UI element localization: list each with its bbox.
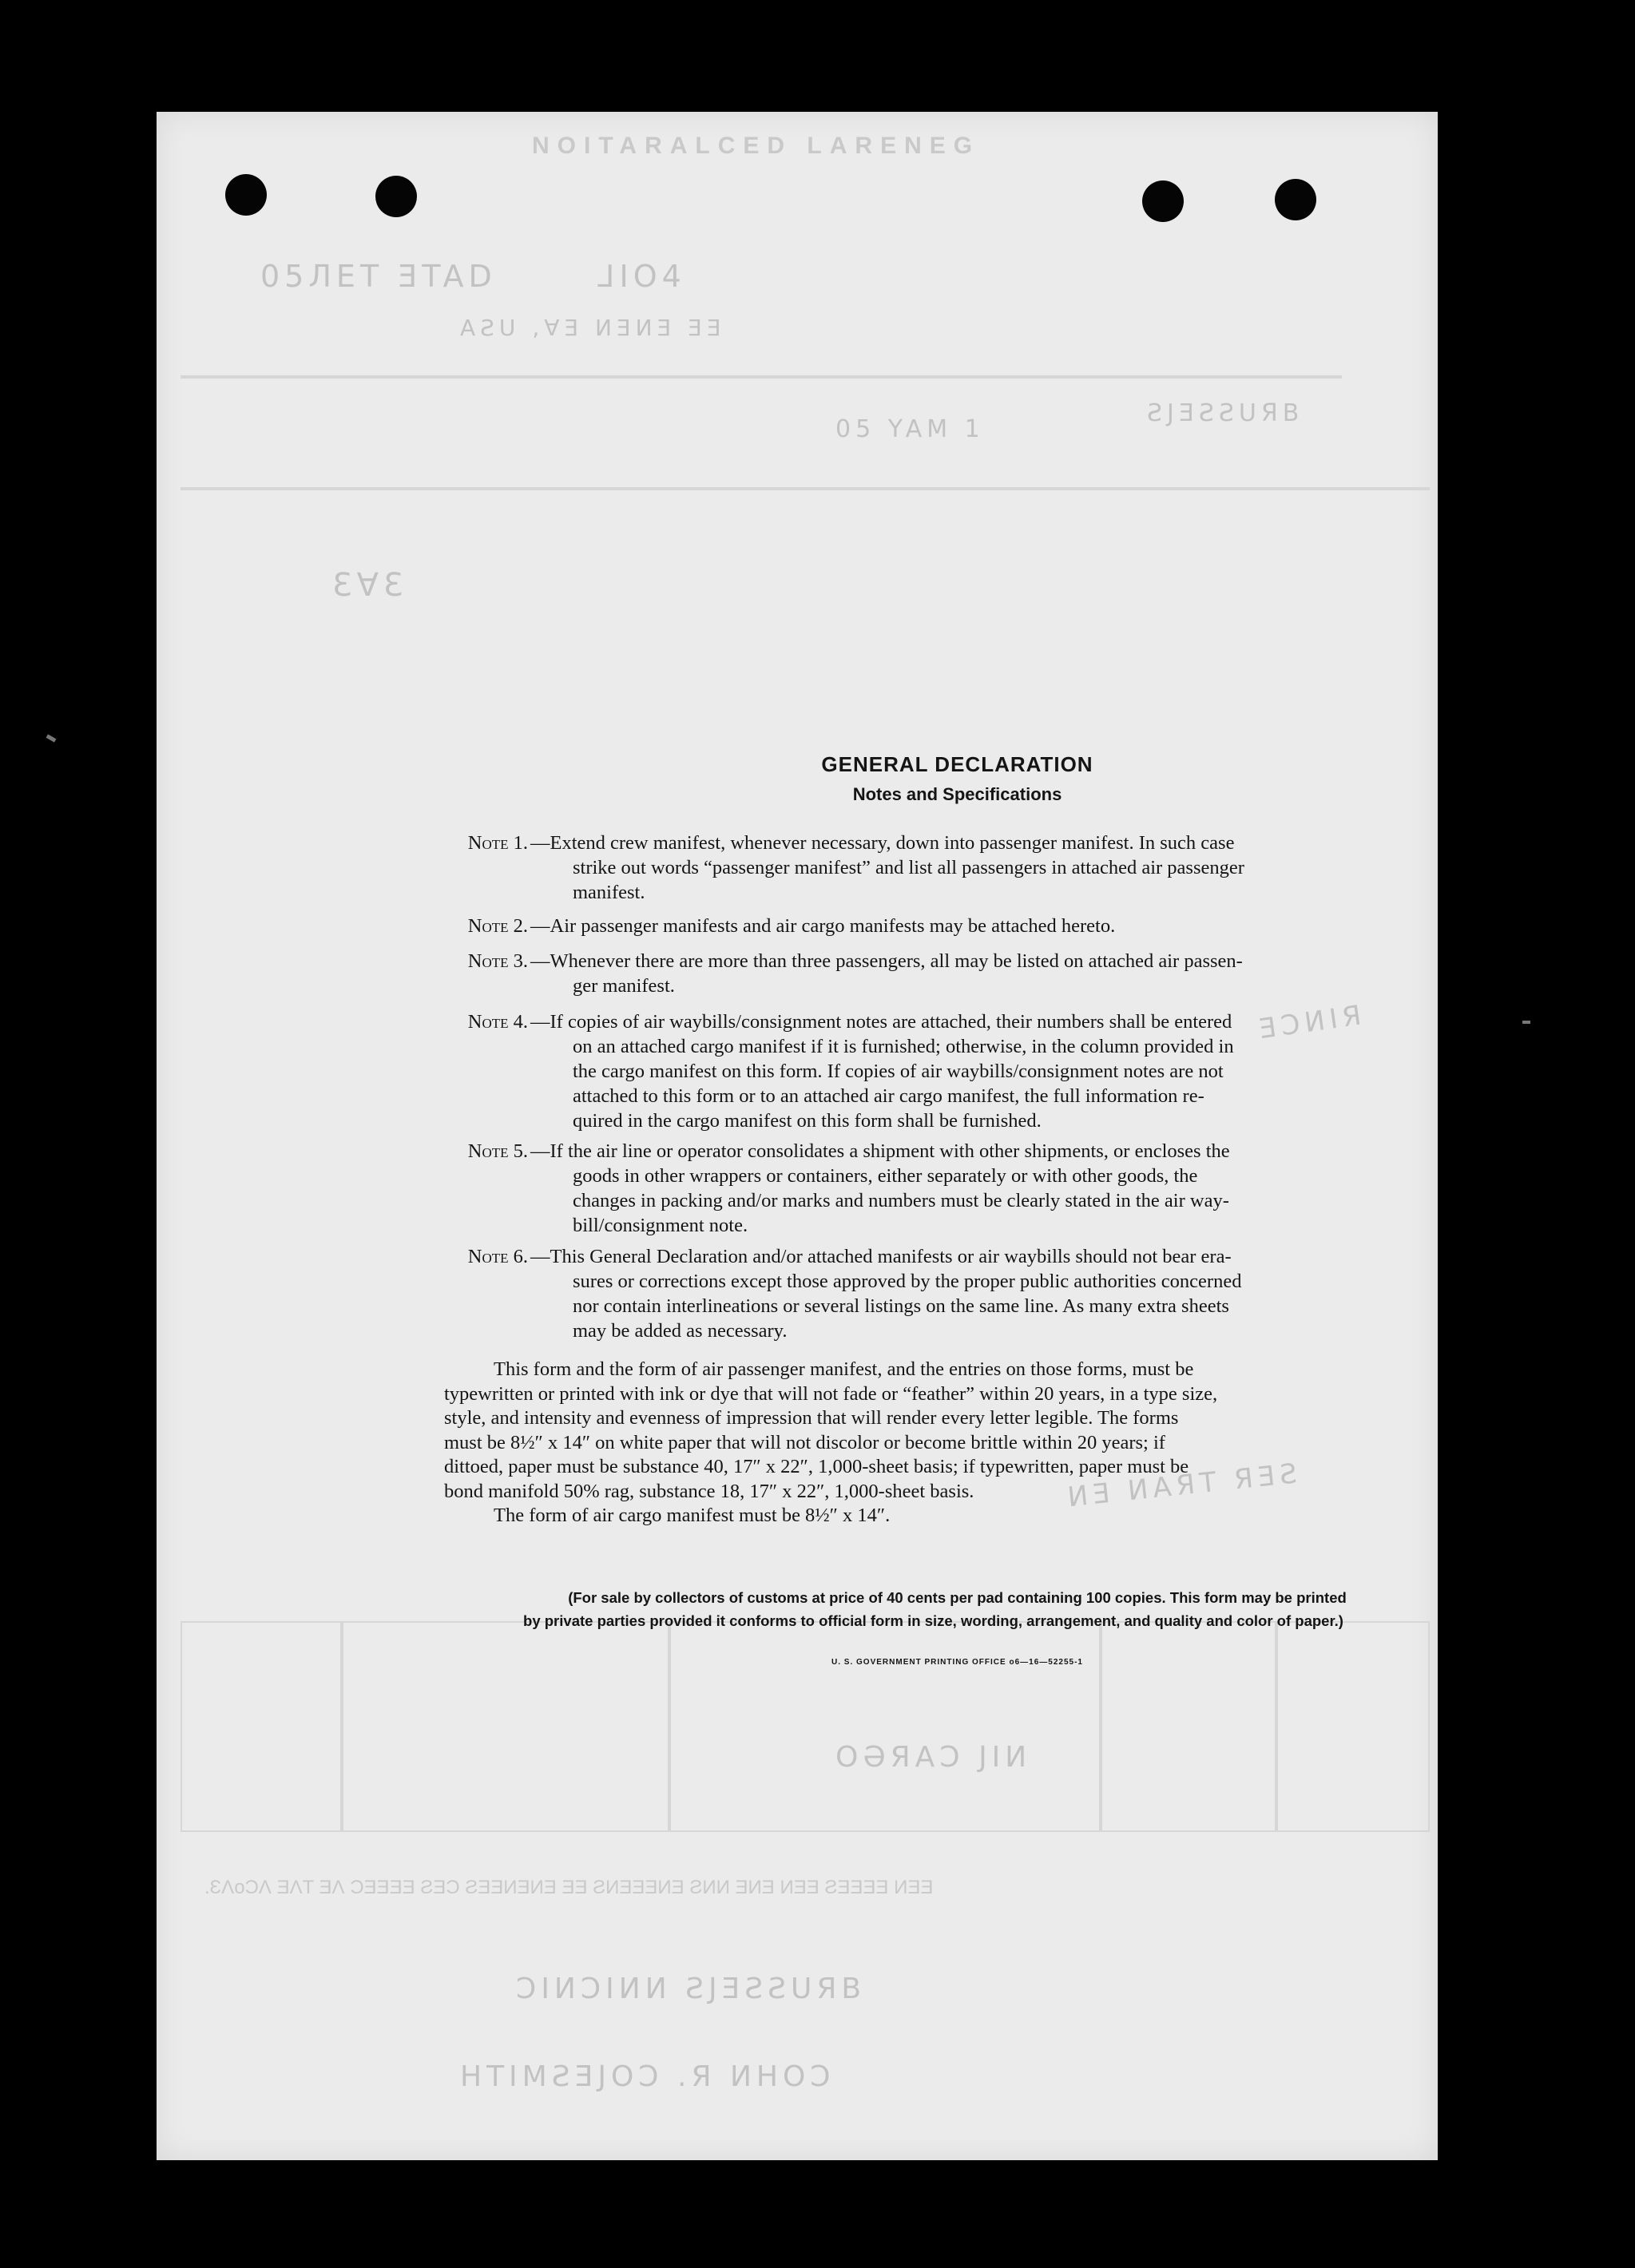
paragraph-line: must be 8½″ x 14″ on white paper that will not discolor or become brittle within 20 years; if	[444, 1431, 1165, 1453]
note-line: goods in other wrappers or containers, either separately or with other goods, the	[573, 1165, 1198, 1187]
note-line: —If copies of air waybills/consignment notes are attached, their numbers shall be entered	[530, 1011, 1232, 1033]
sale-notice	[396, 1586, 1470, 1632]
punch-hole-1	[225, 174, 267, 216]
note-label: Note 6.	[467, 1246, 528, 1267]
declaration-heading: GENERAL DECLARATION	[821, 752, 1093, 776]
printer-imprint: U. S. GOVERNMENT PRINTING OFFICE o6—16—52255-1	[831, 1658, 1083, 1667]
note-line: attached to this form or to an attached air cargo manifest, the full information re-	[573, 1085, 1204, 1107]
paragraph-line: This form and the form of air passenger manifest, and the entries on those forms, must be	[494, 1358, 1194, 1380]
paragraph-line: dittoed, paper must be substance 40, 17″ x 22″, 1,000-sheet basis; if typewritten, paper must be	[444, 1456, 1189, 1477]
note-label: Note 2.	[467, 915, 528, 937]
punch-hole-4	[1275, 179, 1316, 220]
note-line: on an attached cargo manifest if it is furnished; otherwise, in the column provided in	[573, 1036, 1234, 1057]
paragraph-line: bond manifold 50% rag, substance 18, 17″ x 22″, 1,000-sheet basis.	[444, 1480, 974, 1502]
note-line: strike out words “passenger manifest” and list all passengers in attached air passenger	[573, 857, 1244, 878]
note-line: changes in packing and/or marks and numbers must be clearly stated in the air way-	[573, 1190, 1229, 1211]
paragraph-line: style, and intensity and evenness of impression that will render every letter legible. The forms	[444, 1407, 1179, 1429]
note-line: ger manifest.	[573, 975, 675, 997]
note-line: —Air passenger manifests and air cargo manifests may be attached hereto.	[530, 915, 1116, 937]
note-line: quired in the cargo manifest on this form shall be furnished.	[573, 1110, 1042, 1132]
punch-hole-3	[1142, 180, 1184, 222]
note-label: Note 1.	[467, 832, 528, 854]
scan-speck	[1522, 1021, 1530, 1024]
sale-notice-line: by private parties provided it conforms to official form in size, wording, arrangement, and quality and color of paper.)	[523, 1612, 1343, 1629]
note-line: —If the air line or operator consolidates a shipment with other shipments, or encloses the	[530, 1140, 1230, 1162]
paragraph-line: typewritten or printed with ink or dye that will not fade or “feather” within 20 years, in a type size,	[444, 1382, 1218, 1405]
scan-speck	[46, 734, 57, 742]
notes-subheading: Notes and Specifications	[852, 784, 1062, 804]
paragraph-line: The form of air cargo manifest must be 8½″ x 14″.	[494, 1505, 891, 1526]
note-label: Note 5.	[467, 1140, 528, 1162]
note-line: bill/consignment note.	[573, 1215, 748, 1236]
sale-notice-line: (For sale by collectors of customs at price of 40 cents per pad containing 100 copies. This form may be printed	[568, 1589, 1347, 1606]
note-line: the cargo manifest on this form. If copies of air waybills/consignment notes are not	[573, 1061, 1224, 1082]
form-requirements-paragraph	[444, 1358, 1470, 1529]
note-line: —Extend crew manifest, whenever necessary, down into passenger manifest. In such case	[530, 832, 1235, 854]
document-sheet: NOITARALCED LARENEG 05ЛЕТ ƎTAD ⅃IO4 AƧU ,ⱯƎ ИƎИƎ ƎƎ ƧЈƎƧƧUЯB 05 YAM 1 ƐⱯƐ ƎƆИIЯ ИƎ ИAЯT ЯƎƧ OƏЯAƆ ЈIИ .ƐɅoƆɅ ƎɅT ƎɅ ƆƎƎƎƎ ƧƎƆ ƧƎƎИƎИƎ ƎƎ ƧИƎƎƎИƎ ƧИИ ƎИƎ ИƎƎ ƧƎƎƎƎ ИƎƎ ƆIИƆIИИ ƧЈƎƧƧUЯB HTIMƧƎЈOƆ .Я ИHOƆ GENERAL DECLARATION Notes and Specifications Note 1. —Extend crew manifest, whenever necessary, down into passenger manifest. In such case strike out words “passenger manifest” and list all passengers in attached air passenger manifest. Note 2. —Air passenger manifests and air cargo manifests may be attached hereto. Note 3. —Whenever there are more than three passengers, all may be listed on attached air passen- ger manifest. Note 4. —If copies of air waybills/consignment notes are attached, their numbers shall be entered on an attached cargo manifest if it is furnished; otherwise, in the column provided in the cargo manifest on this form. If copies of air waybills/consignment notes are not attached to this form or to an attached air cargo manifest, the full information re- quired in the cargo manifest on this form shall be furnished. Note 5. —If the air line or operator consolidates a shipment with other shipments, or encloses the goods in other wrappers or containers, either separately or with other goods, the changes in packing and/or marks and numbers must be clearly stated in the air way- bill/consignment note. Note 6. —This General Declaration and/or attached manifests or air waybills should not bear era- sures or corrections except those approved by the proper public authorities concerned nor contain interlineations or several listings on the same line. As many extra sheets may be added as necessary. This form and the form of air passenger manifest, and the entries on those forms, must be typewritten or printed with ink or dye that will not fade or “feather” within 20 years, in a type size, style, and intensity and evenness of impression that will render every letter legible. The forms must be 8½″ x 14″ on white paper that will not discolor or become brittle within 20 years; if dittoed, paper must be substance 40, 17″ x 22″, 1,000-sheet basis; if typewritten, paper must be bond manifold 50% rag, substance 18, 17″ x 22″, 1,000-sheet basis. The form of air cargo manifest must be 8½″ x 14″. (For sale by collectors of customs at price of 40 cents per pad containing 100 copies. This form may be printed by private parties provided it conforms to official form in size, wording, arrangement, and quality and color of paper.) U. S. GOVERNMENT PRINTING OFFICE o6—16—52255-1	[157, 112, 1438, 2160]
note-line: —Whenever there are more than three passengers, all may be listed on attached air passen-	[530, 950, 1243, 972]
punch-hole-2	[375, 176, 417, 217]
note-line: —This General Declaration and/or attached manifests or air waybills should not bear era-	[530, 1246, 1232, 1267]
note-line: may be added as necessary.	[573, 1320, 788, 1342]
note-label: Note 3.	[467, 950, 528, 972]
note-line: sures or corrections except those approved by the proper public authorities concerned	[573, 1271, 1242, 1292]
note-line: manifest.	[573, 882, 645, 903]
note-label: Note 4.	[467, 1011, 528, 1033]
note-line: nor contain interlineations or several listings on the same line. As many extra sheets	[573, 1295, 1229, 1317]
